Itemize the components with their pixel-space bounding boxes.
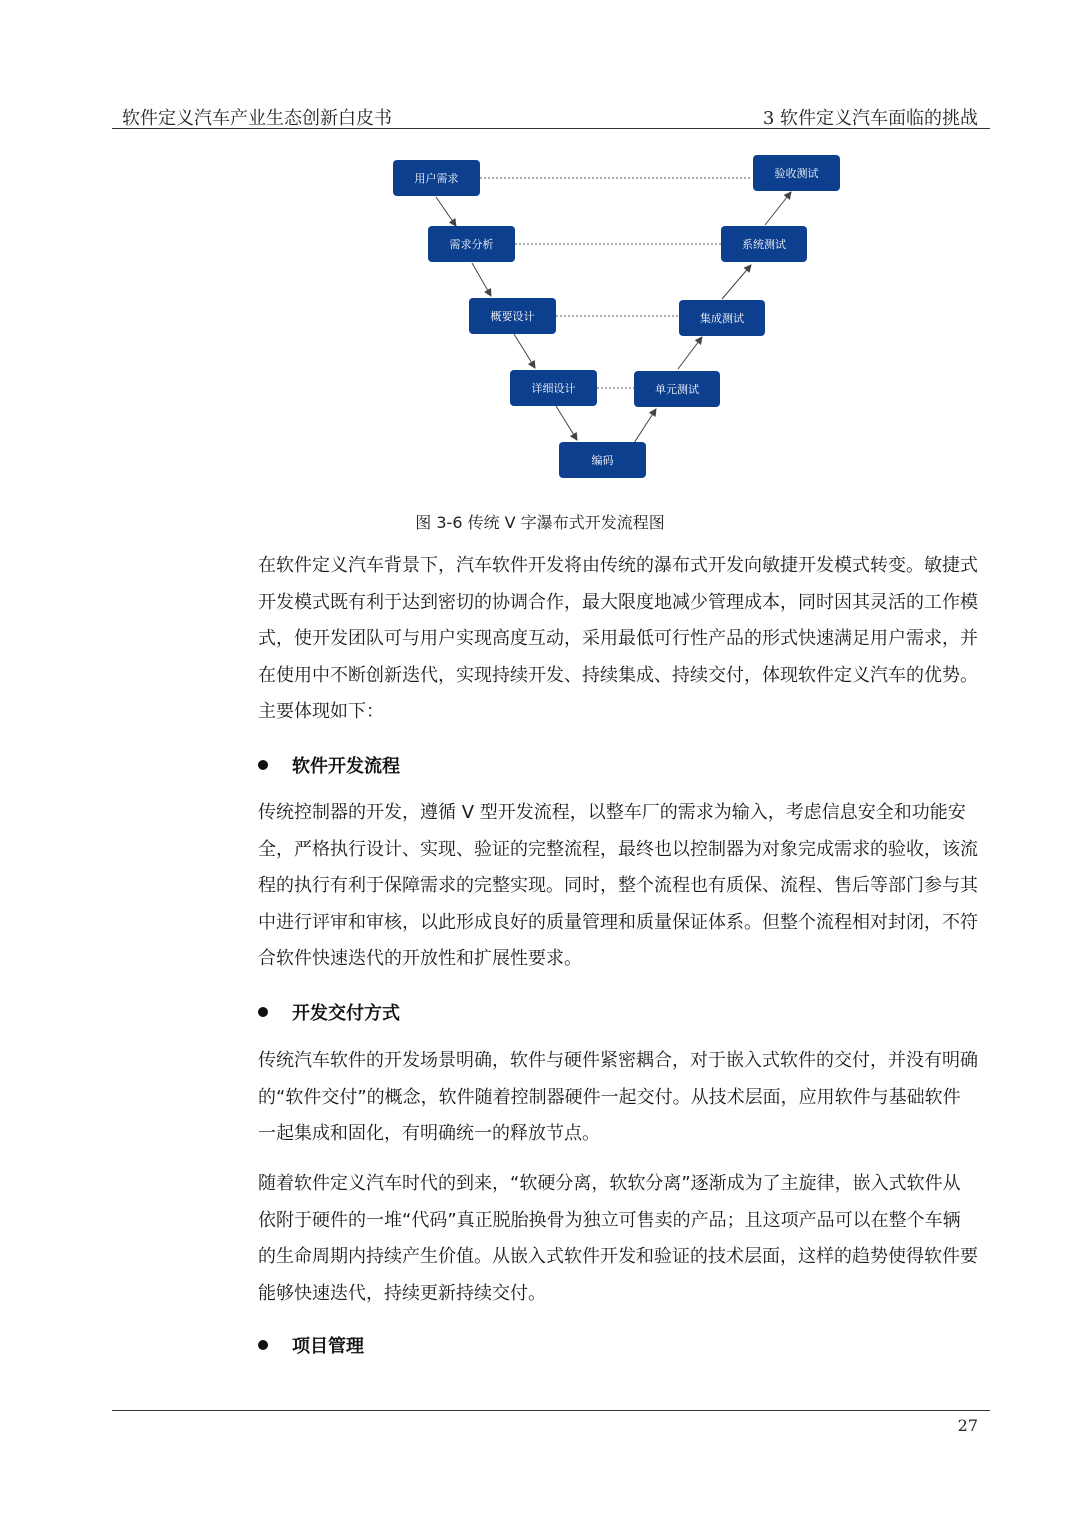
node-detailed-design xyxy=(510,370,597,406)
node-label: 编码 xyxy=(591,454,614,467)
arrow-user-to-analysis xyxy=(436,197,456,226)
bullet-heading-software-process xyxy=(258,752,400,778)
arrow-unit-to-integration xyxy=(678,337,702,369)
node-label: 详细设计 xyxy=(531,382,576,395)
arrow-overview-to-detail xyxy=(514,334,535,368)
node-integration-test xyxy=(679,300,765,336)
running-header-title: 软件定义汽车产业生态创新白皮书 xyxy=(122,108,392,129)
bullet-dot-icon xyxy=(258,1007,268,1017)
page-number: 27 xyxy=(957,1416,978,1435)
node-label: 用户需求 xyxy=(414,172,459,185)
bullet-heading-delivery-mode xyxy=(258,999,400,1025)
node-label: 系统测试 xyxy=(742,238,786,251)
node-label: 集成测试 xyxy=(700,312,744,325)
arrow-detail-to-coding xyxy=(556,406,577,440)
dashed-connectors xyxy=(480,178,752,388)
node-system-test xyxy=(721,226,807,262)
node-requirement-analysis xyxy=(428,226,515,262)
bullet-label: 项目管理 xyxy=(292,1336,364,1357)
arrow-analysis-to-overview xyxy=(472,263,491,296)
bullet-dot-icon xyxy=(258,760,268,770)
node-label: 验收测试 xyxy=(774,167,819,180)
bullet-heading-project-management xyxy=(258,1332,364,1358)
node-unit-test xyxy=(634,371,720,407)
intro-paragraph: 在软件定义汽车背景下，汽车软件开发将由传统的瀑布式开发向敏捷开发模式转变。敏捷式开发模式既有利于达到密切的协调合作，最大限度地减少管理成本，同时因其灵活的工作模式，使开发团队可与用户实现高度互动，采用最低可行性产品的形式快速满足用户需求，并在使用中不断创新迭代，实现持续开发、持续集成、持续交付，体现软件定义汽车的优势。主要体现如下： xyxy=(258,555,978,722)
arrow-system-to-acceptance xyxy=(765,192,791,225)
bullet-label: 开发交付方式 xyxy=(292,1003,400,1024)
node-user-requirements xyxy=(393,160,480,196)
arrow-coding-to-unit xyxy=(634,409,656,443)
bullet-label: 软件开发流程 xyxy=(292,756,400,777)
node-label: 需求分析 xyxy=(449,238,494,251)
paragraph-delivery-mode: 传统汽车软件的开发场景明确，软件与硬件紧密耦合，对于嵌入式软件的交付，并没有明确的“软件交付”的概念，软件随着控制器硬件一起交付。从技术层面，应用软件与基础软件一起集成和固化，有明确统一的释放节点。 xyxy=(258,1050,978,1144)
running-header-chapter: 3 软件定义汽车面临的挑战 xyxy=(762,108,978,129)
figure-caption: 图 3-6 传统 V 字瀑布式开发流程图 xyxy=(415,513,665,532)
node-label: 概要设计 xyxy=(490,310,535,323)
arrow-integration-to-system xyxy=(722,265,751,299)
node-acceptance-test xyxy=(753,155,840,191)
paragraph-decoupling-trend: 随着软件定义汽车时代的到来，“软硬分离，软软分离”逐渐成为了主旋律，嵌入式软件从依附于硬件的一堆“代码”真正脱胎换骨为独立可售卖的产品；且这项产品可以在整个车辆的生命周期内持续产生价值。从嵌入式软件开发和验证的技术层面，这样的趋势使得软件要能够快速迭代，持续更新持续交付。 xyxy=(258,1173,978,1304)
node-overview-design xyxy=(469,298,556,334)
node-label: 单元测试 xyxy=(655,383,699,396)
node-coding xyxy=(559,442,646,478)
v-model-diagram xyxy=(0,0,1080,500)
paragraph-software-process: 传统控制器的开发，遵循 V 型开发流程，以整车厂的需求为输入，考虑信息安全和功能安全，严格执行设计、实现、验证的完整流程，最终也以控制器为对象完成需求的验收，该流程的执行有利于保障需求的完整实现。同时，整个流程也有质保、流程、售后等部门参与其中进行评审和审核，以此形成良好的质量管理和质量保证体系。但整个流程相对封闭，不符合软件快速迭代的开放性和扩展性要求。 xyxy=(258,802,978,969)
bullet-dot-icon xyxy=(258,1340,268,1350)
footer-divider xyxy=(112,1410,990,1411)
